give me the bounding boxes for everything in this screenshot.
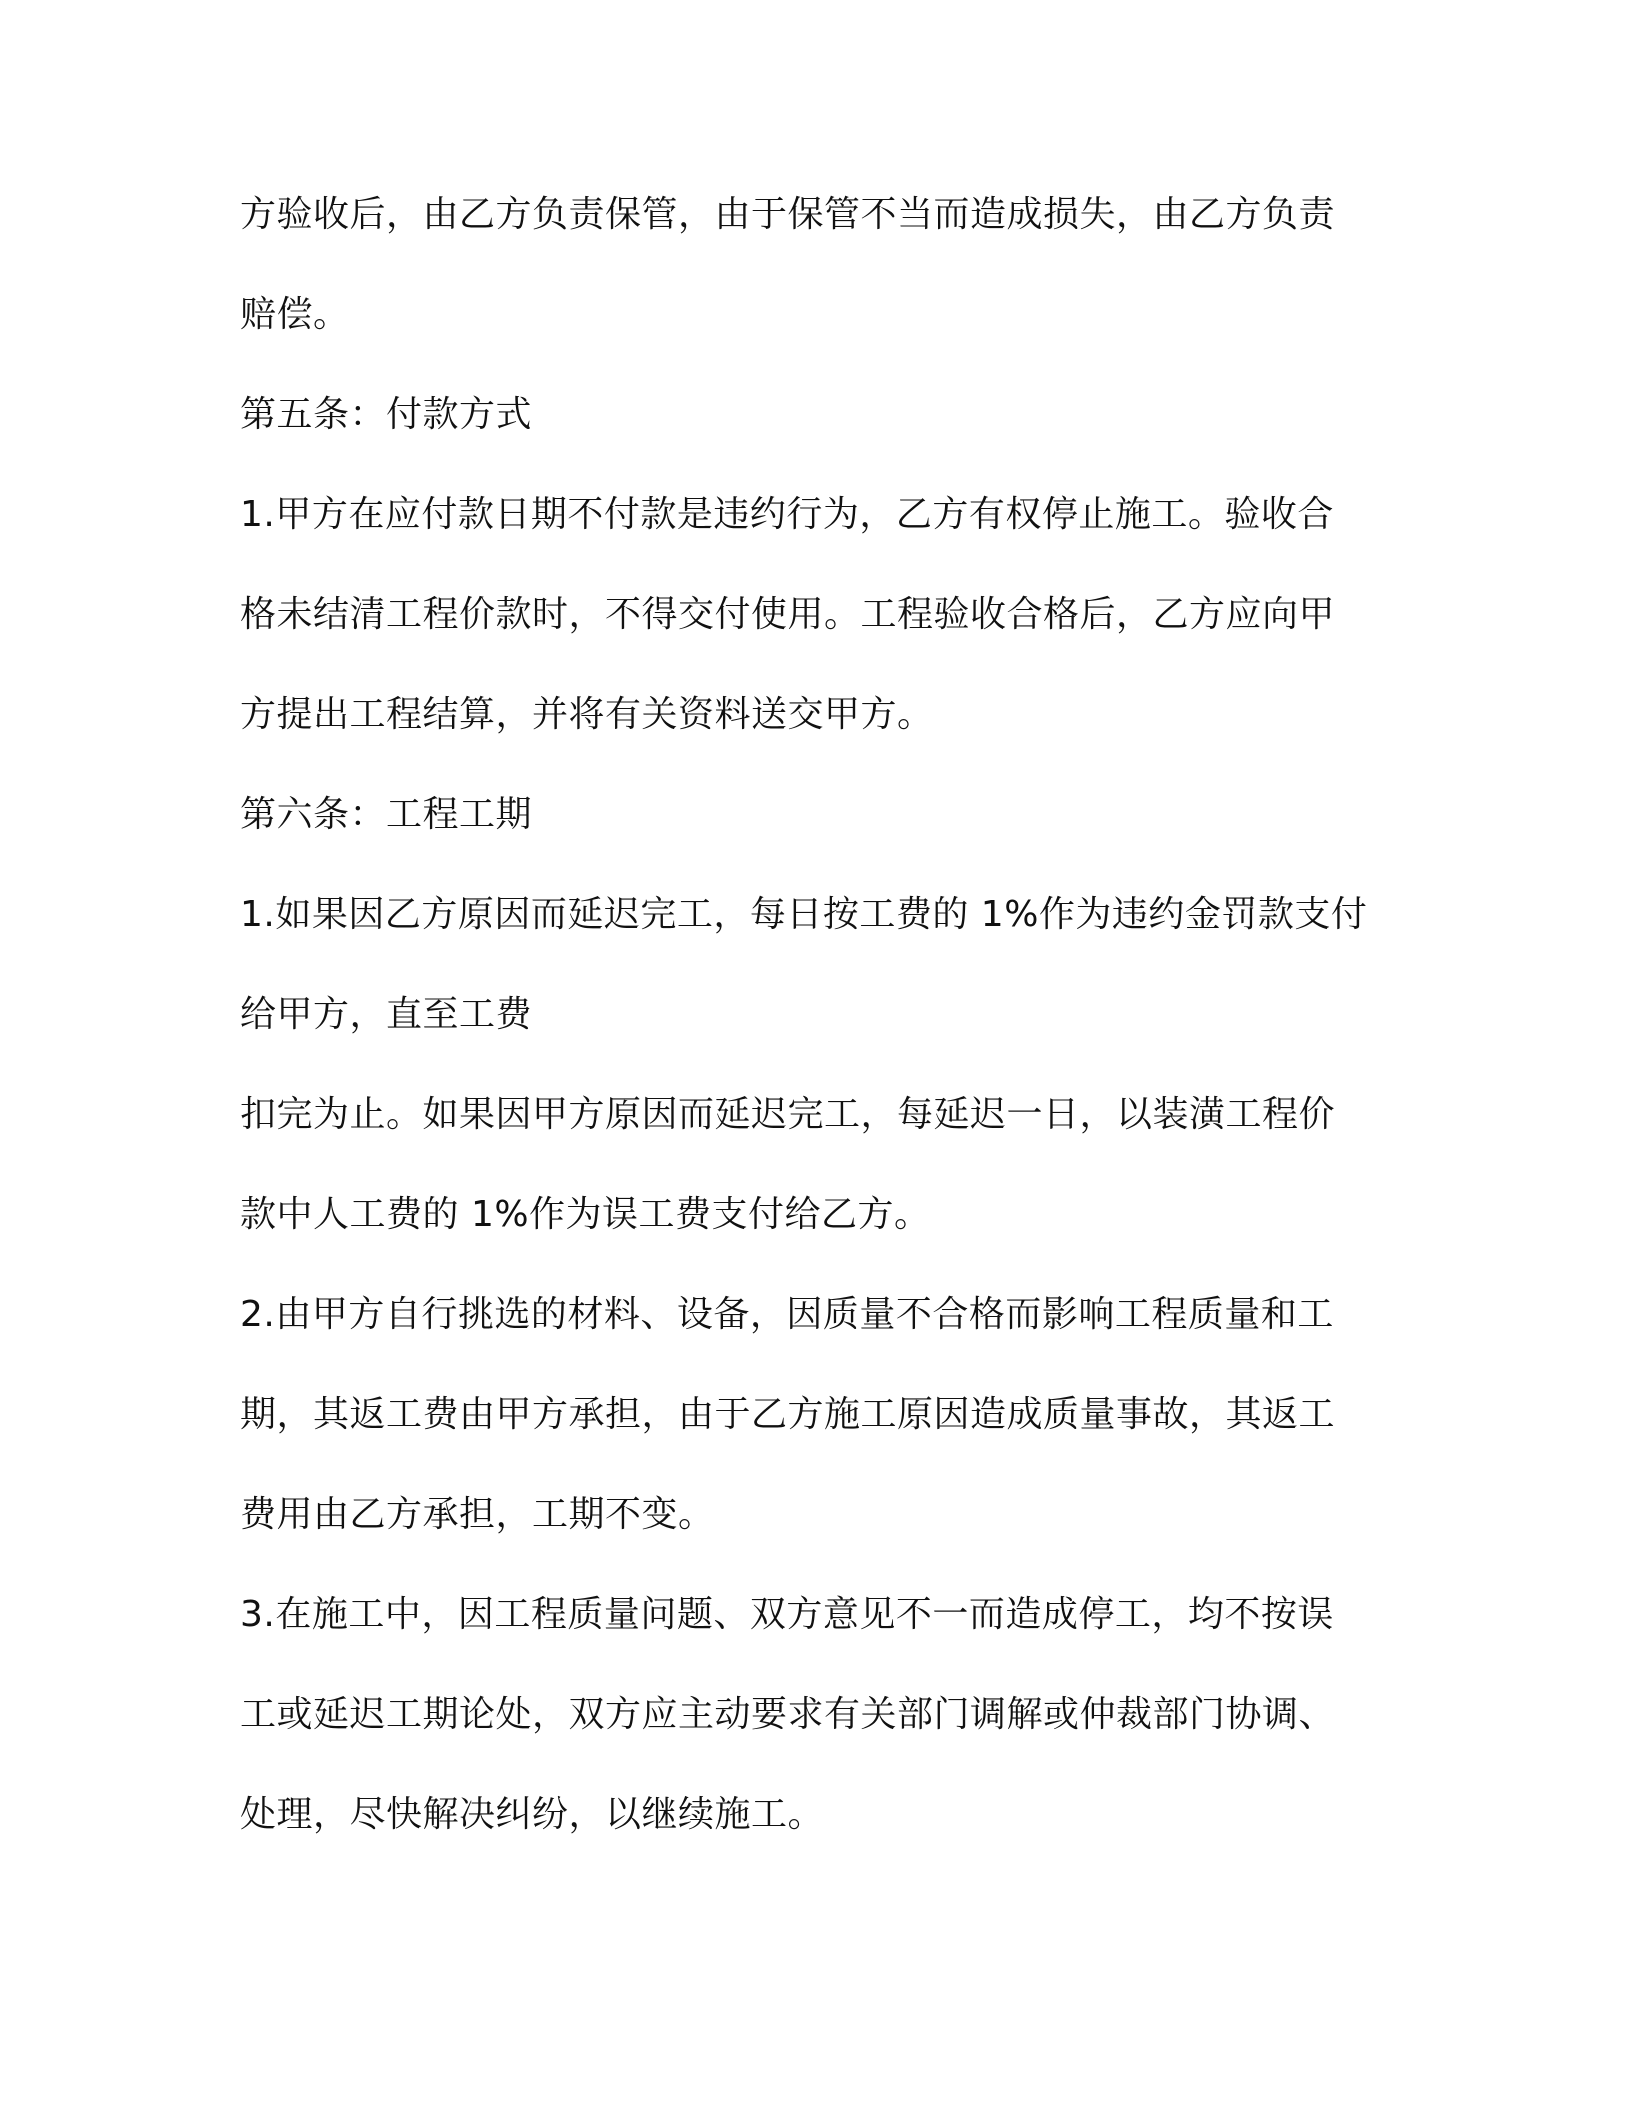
text-line: 方验收后，由乙方负责保管，由于保管不当而造成损失，由乙方负责 (240, 194, 1336, 235)
text-line: 期，其返工费由甲方承担，由于乙方施工原因造成质量事故，其返工 (240, 1394, 1336, 1435)
text-line: 1.如果因乙方原因而延迟完工，每日按工费的 1%作为违约金罚款支付 (240, 894, 1368, 935)
text-line: 赔偿。 (240, 294, 350, 335)
text-line: 费用由乙方承担，工期不变。 (240, 1494, 715, 1535)
text-line: 处理，尽快解决纠纷，以继续施工。 (240, 1794, 825, 1835)
text-line: 工或延迟工期论处，双方应主动要求有关部门调解或仲裁部门协调、 (240, 1694, 1336, 1735)
text-line: 格未结清工程价款时，不得交付使用。工程验收合格后，乙方应向甲 (240, 594, 1336, 635)
section-heading: 第六条：工程工期 (240, 794, 533, 835)
text-line: 扣完为止。如果因甲方原因而延迟完工，每延迟一日，以装潢工程价 (240, 1094, 1336, 1135)
text-line: 给甲方，直至工费 (240, 994, 533, 1035)
text-line: 方提出工程结算，并将有关资料送交甲方。 (240, 694, 934, 735)
text-line: 1.甲方在应付款日期不付款是违约行为，乙方有权停止施工。验收合 (240, 494, 1334, 535)
text-line: 款中人工费的 1%作为误工费支付给乙方。 (240, 1194, 931, 1235)
section-heading: 第五条：付款方式 (240, 394, 533, 435)
text-line: 2.由甲方自行挑选的材料、设备，因质量不合格而影响工程质量和工 (240, 1294, 1334, 1335)
text-line: 3.在施工中，因工程质量问题、双方意见不一而造成停工，均不按误 (240, 1594, 1334, 1635)
